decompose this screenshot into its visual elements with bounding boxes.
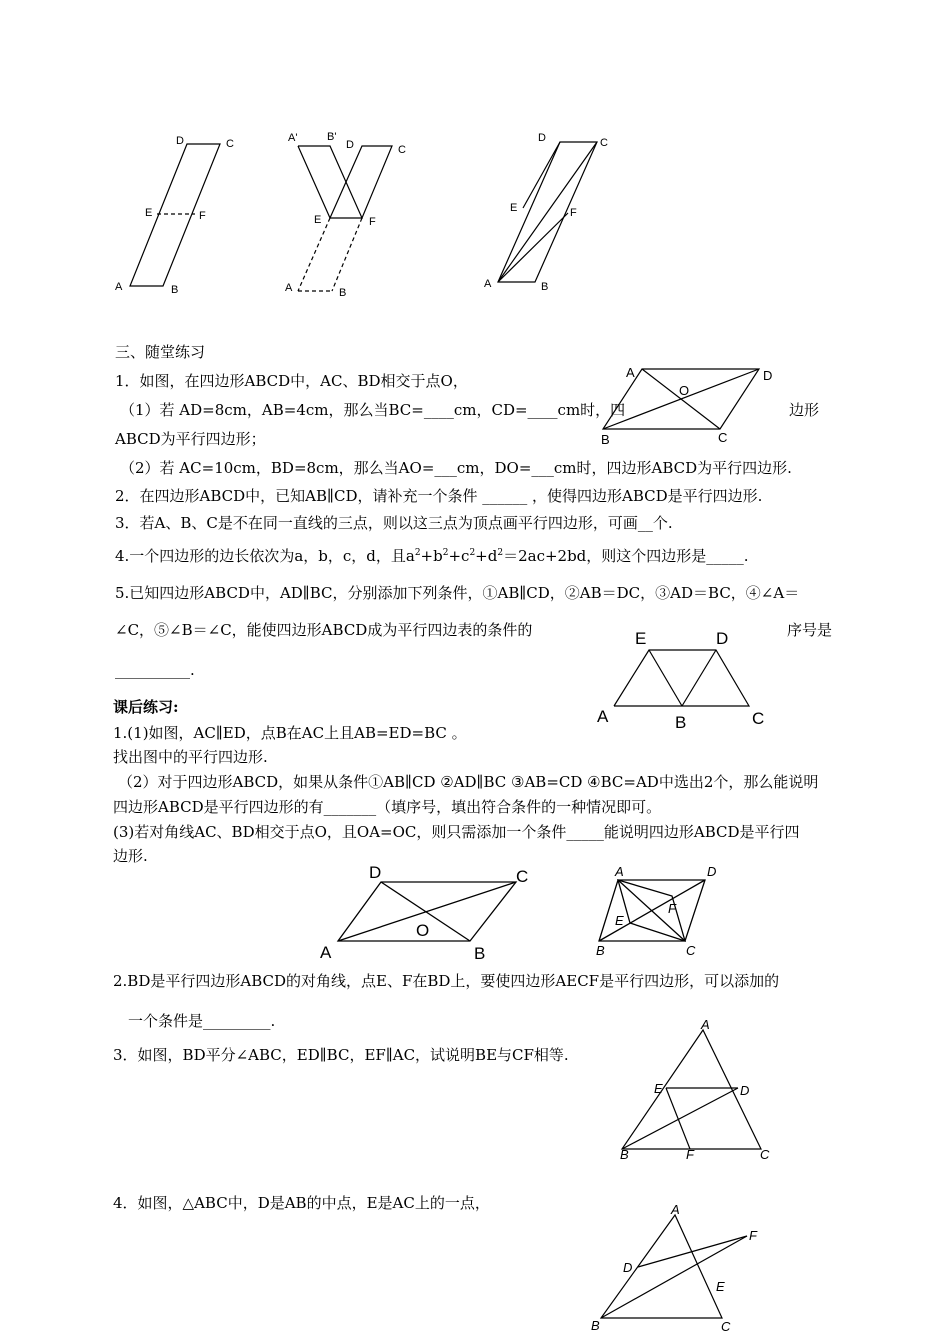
hw3-label-b: B	[620, 1147, 629, 1162]
fig1-label-a: A	[115, 281, 123, 293]
fig2-label-a-prime: A'	[288, 132, 298, 144]
hw3-text: 3．如图，BD平分∠ABC，ED∥BC，EF∥AC，试说明BE与CF相等.	[113, 1046, 569, 1064]
q1-label-o: O	[679, 383, 690, 398]
q1-part1-cont: 边形	[789, 401, 820, 419]
hw4-label-d: D	[623, 1260, 633, 1275]
fig3-label-f: F	[570, 207, 577, 219]
q1-part1-text: （1）若 AD=8cm，AB=4cm，那么当BC=____cm，CD=____cm时，四	[120, 401, 626, 419]
q1-part2-text: （2）若 AC=10cm，BD=8cm，那么当AO=___cm，DO=___cm时，四边形ABCD为平行四边形.	[120, 459, 792, 477]
fig2-label-a: A	[285, 282, 293, 294]
hw-fig-label-o: O	[416, 921, 430, 940]
fig1-label-c: C	[226, 138, 234, 150]
fig3-label-e: E	[510, 202, 518, 214]
q5-label-c: C	[752, 709, 765, 728]
q3-text: 3．若A、B、C是不在同一直线的三点，则以这三点为顶点画平行四边形，可画__个.	[115, 514, 673, 532]
q5-answer-blank: __________.	[115, 661, 195, 679]
fig1-label-d: D	[176, 135, 184, 147]
hw4-text: 4．如图，△ABC中，D是AB的中点，E是AC上的一点，	[113, 1194, 490, 1212]
q1-label-c: C	[718, 430, 728, 445]
q1-label-a: A	[626, 365, 635, 380]
hw-fig2-label-d: D	[707, 864, 717, 879]
q5-text-cont: 序号是	[787, 621, 833, 639]
hw3-label-e: E	[654, 1081, 663, 1096]
fig2-label-c: C	[398, 144, 406, 156]
fig3-label-d: D	[538, 132, 546, 144]
q5-label-d: D	[716, 629, 729, 648]
hw3-label-c: C	[760, 1147, 770, 1162]
q5-label-a: A	[597, 707, 609, 726]
q1-part1-end: ABCD为平行四边形；	[115, 430, 266, 448]
fig1-label-b: B	[171, 284, 179, 296]
hw4-label-c: C	[721, 1319, 731, 1334]
hw-fig2-label-b: B	[596, 943, 605, 958]
hw4-label-b: B	[591, 1318, 600, 1333]
fig2-label-f: F	[369, 216, 376, 228]
section3-title: 三、随堂练习	[115, 343, 206, 361]
hw-fig-label-d: D	[369, 863, 382, 882]
hw2-line1: 2.BD是平行四边形ABCD的对角线，点E、F在BD上，要使四边形AECF是平行四边形，可以添加的	[113, 972, 780, 990]
hw-fig-label-c: C	[516, 867, 529, 886]
hw4-label-a: A	[671, 1202, 680, 1217]
fig1-label-e: E	[145, 207, 153, 219]
q5-label-b: B	[675, 713, 687, 732]
hw4-label-f: F	[749, 1228, 757, 1243]
hw-fig2-label-e: E	[615, 913, 624, 928]
hw1-part2-line2: 四边形ABCD是平行四边形的有_______（填序号，填出符合条件的一种情况即可。	[113, 798, 662, 816]
q1-label-d: D	[763, 368, 773, 383]
q5-label-e: E	[635, 629, 647, 648]
hw-fig2-label-a: A	[615, 864, 624, 879]
q5-text-line2: ∠C，⑤∠B＝∠C，能使四边形ABCD成为平行四边表的条件的	[115, 621, 533, 639]
fig1-label-f: F	[199, 210, 206, 222]
hw1-subtext: 找出图中的平行四边形.	[113, 748, 268, 766]
fig3-label-a: A	[484, 278, 492, 290]
hw3-label-d: D	[740, 1083, 750, 1098]
hw1-part3-line2: 边形.	[113, 847, 148, 865]
hw3-label-f: F	[686, 1147, 694, 1162]
hw-fig-label-b: B	[474, 944, 486, 963]
hw1-text: 1.(1)如图，AC∥ED，点B在AC上且AB=ED=BC 。	[113, 724, 467, 742]
fig2-label-d: D	[346, 139, 354, 151]
hw-fig2-label-f: F	[668, 901, 676, 916]
hw4-label-e: E	[716, 1279, 725, 1294]
q1-text: 1．如图，在四边形ABCD中，AC、BD相交于点O，	[115, 372, 468, 390]
fig2-label-b-prime: B'	[327, 131, 337, 143]
fig2-label-b: B	[339, 287, 347, 299]
q4-text: 4.一个四边形的边长依次为a，b，c，d，且$a^2+b^2+c^2+d^2=2ac+2bd$，则这个四边形是_____.	[115, 547, 749, 565]
hw1-part2-line1: （2）对于四边形ABCD，如果从条件①AB∥CD ②AD∥BC ③AB=CD ④BC=AD中选出2个，那么能说明	[118, 773, 819, 791]
hw-fig2-label-c: C	[686, 943, 696, 958]
hw2-line2: 一个条件是_________.	[128, 1012, 276, 1030]
hw1-part3-line1: (3)若对角线AC、BD相交于点O，且OA=OC，则只需添加一个条件_____能说明四边形ABCD是平行四	[113, 823, 800, 841]
hw-fig-label-a: A	[320, 943, 332, 962]
fig3-label-c: C	[600, 137, 608, 149]
q1-label-b: B	[601, 432, 610, 447]
fig3-label-b: B	[541, 281, 549, 293]
hw3-label-a: A	[701, 1017, 710, 1032]
q5-text-line1: 5.已知四边形ABCD中，AD∥BC，分别添加下列条件，①AB∥CD，②AB＝DC，③AD＝BC，④∠A＝	[115, 584, 800, 602]
homework-title: 课后练习:	[113, 698, 179, 716]
fig2-label-e: E	[314, 214, 322, 226]
q2-text: 2．在四边形ABCD中，已知AB∥CD，请补充一个条件 ______ ，使得四边形ABCD是平行四边形.	[115, 487, 763, 505]
